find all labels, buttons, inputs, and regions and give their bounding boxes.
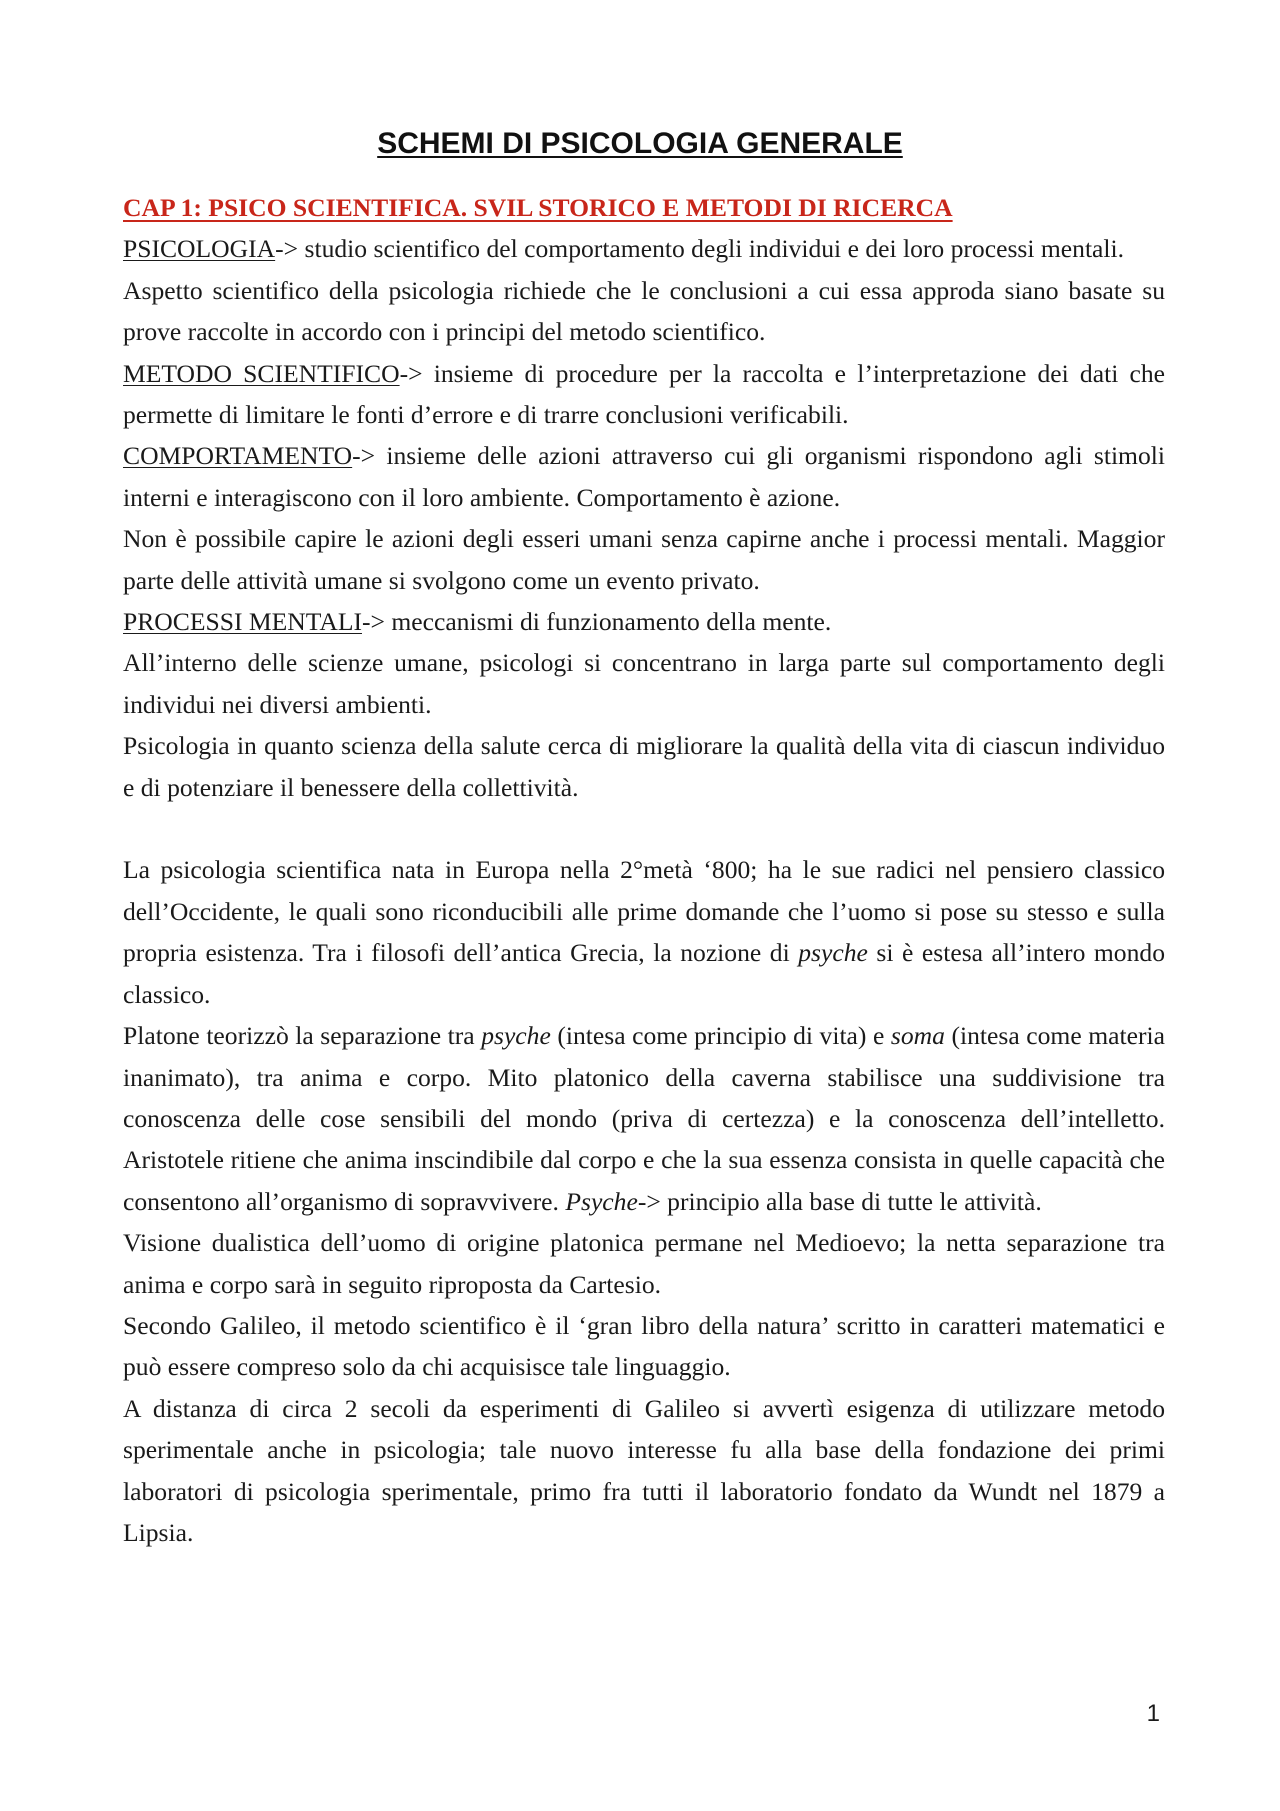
document-title-text: SCHEMI DI PSICOLOGIA GENERALE — [377, 127, 903, 160]
paragraph-history-origins — [123, 849, 1165, 1015]
paragraph-text: -> principio alla base di tutte le attività. — [637, 1186, 1042, 1216]
paragraph-text: Psicologia in quanto scienza della salute cerca di migliorare la qualità della vita di ciascun individuo e di potenziare il benessere della collettività. — [123, 731, 1165, 802]
definition-text: -> insieme di procedure per la raccolta e l’interpretazione dei dati che permette di limitare le fonti d’errore e di trarre conclusioni verificabili. — [123, 358, 1165, 430]
paragraph-wundt — [123, 1388, 1165, 1554]
paragraph-text: (intesa come principio di vita) e — [550, 1021, 891, 1051]
paragraph-text: Aspetto scientifico della psicologia richiede che le conclusioni a cui essa approda siano basate su prove raccolte in accordo con i principi del metodo scientifico. — [123, 275, 1165, 347]
paragraph-dualism — [123, 1222, 1165, 1305]
page-number: 1 — [1146, 1700, 1160, 1727]
paragraph-text: All’interno delle scienze umane, psicologi si concentrano in larga parte sul comportamento degli individui nei diversi ambienti. — [123, 648, 1165, 719]
paragraph-text: Platone teorizzò la separazione tra — [123, 1021, 482, 1051]
paragraph-text: si è estesa all’intero mondo classico. — [123, 938, 1165, 1009]
italic-term-psyche-capitalized: Psyche — [565, 1186, 638, 1216]
chapter-heading: CAP 1: PSICO SCIENTIFICA. SVIL STORICO E METODI DI RICERCA — [123, 193, 953, 222]
definition-text: -> meccanismi di funzionamento della mente. — [361, 607, 832, 637]
paragraph-text: La psicologia scientifica nata in Europa nella 2°metà ‘800; ha le sue radici nel pensiero classico dell’Occidente, le quali sono riconducibili alle prime domande che l’uomo si pose su stesso e sulla propria esistenza. Tra i filosofi dell’antica Grecia, la nozione di — [123, 855, 1165, 968]
term-metodo-scientifico: METODO SCIENTIFICO — [123, 358, 400, 388]
paragraph-text: Non è possibile capire le azioni degli esseri umani senza capirne anche i processi mentali. Maggior parte delle attività umane si svolgono come un evento privato. — [123, 524, 1165, 595]
paragraph-platone-aristotele — [123, 1015, 1165, 1222]
paragraph-human-sciences — [123, 642, 1165, 725]
paragraph-text: A distanza di circa 2 secoli da esperimenti di Galileo si avvertì esigenza di utilizzare metodo sperimentale anche in psicologia; tale nuovo interesse fu alla base della fondazione dei primi laboratori di psicologia sperimentale, primo fra tutti il laboratorio fondato da Wundt nel 1879 a Lipsia. — [123, 1393, 1165, 1547]
definition-text: -> insieme delle azioni attraverso cui gli organismi rispondono agli stimoli interni e interagiscono con il loro ambiente. Comportamento è azione. — [123, 441, 1165, 512]
paragraph-metodo-scientifico-definition — [123, 353, 1165, 436]
term-comportamento: COMPORTAMENTO — [123, 441, 353, 471]
italic-term-psyche: psyche — [798, 938, 868, 968]
paragraph-processi-mentali-definition — [123, 601, 1165, 642]
italic-term-soma: soma — [890, 1021, 945, 1051]
paragraph-psicologia-definition — [123, 228, 1165, 269]
paragraph-galileo — [123, 1305, 1165, 1388]
document-body — [123, 187, 1165, 1553]
term-psicologia: PSICOLOGIA — [123, 234, 276, 264]
italic-term-psyche: psyche — [481, 1021, 551, 1051]
paragraph-text: Visione dualistica dell’uomo di origine platonica permane nel Medioevo; la netta separazione tra anima e corpo sarà in seguito riproposta da Cartesio. — [123, 1228, 1165, 1299]
paragraph-health-science — [123, 725, 1165, 808]
paragraph-mental-processes-note — [123, 518, 1165, 601]
paragraph-text: (intesa come materia inanimato), tra anima e corpo. Mito platonico della caverna stabilisce una suddivisione tra conoscenza delle cose sensibili del mondo (priva di certezza) e la conoscenza dell’intelletto. Aristotele ritiene che anima inscindibile dal corpo e che la sua essenza consista in quelle capacità che consentono all’organismo di sopravvivere. — [123, 1021, 1165, 1216]
paragraph-scientific-aspect — [123, 270, 1165, 353]
paragraph-comportamento-definition — [123, 435, 1165, 518]
definition-text: -> studio scientifico del comportamento degli individui e dei loro processi mentali. — [275, 234, 1125, 264]
document-title — [0, 124, 1280, 164]
paragraph-text: Secondo Galileo, il metodo scientifico è il ‘gran libro della natura’ scritto in caratteri matematici e può essere compreso solo da chi acquisisce tale linguaggio. — [123, 1310, 1165, 1382]
term-processi-mentali: PROCESSI MENTALI — [123, 607, 362, 637]
